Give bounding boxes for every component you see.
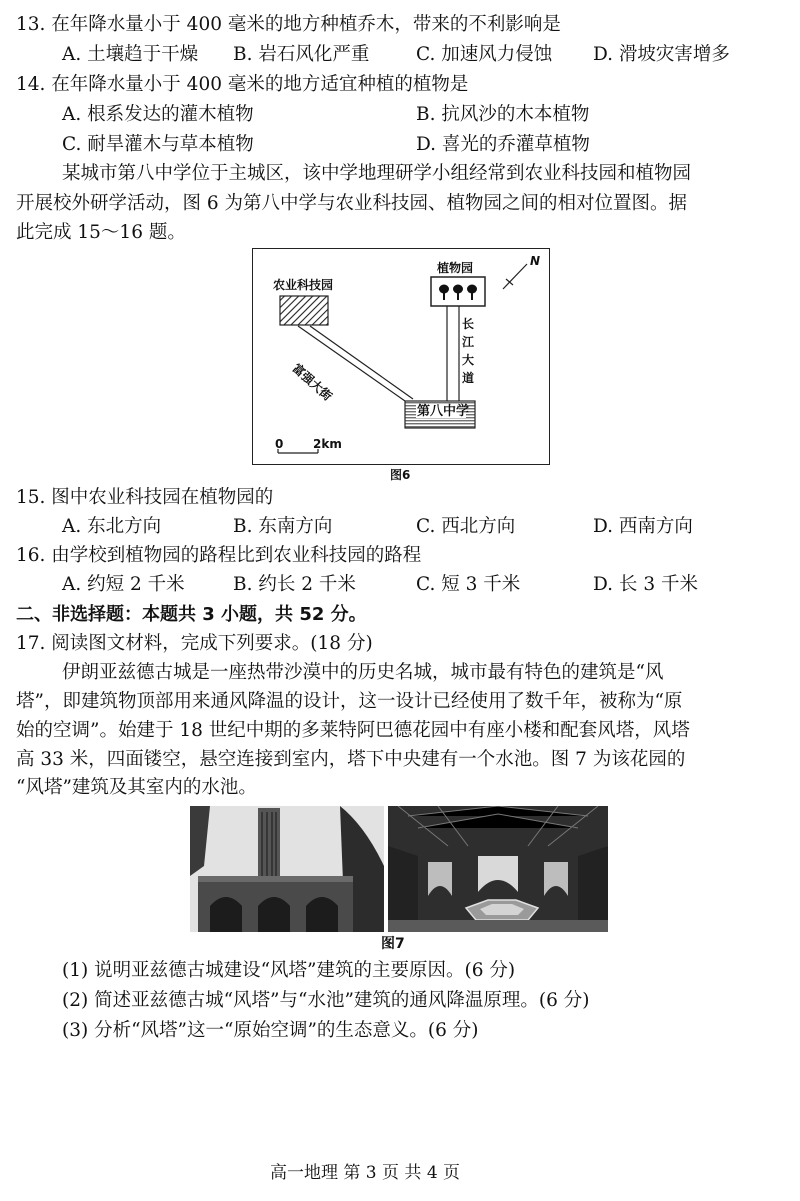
- q14-option-c: C. 耐旱灌木与草本植物: [62, 134, 254, 155]
- q16-option-b: B. 约长 2 千米: [233, 574, 356, 595]
- q13-option-d: D. 滑坡灾害增多: [593, 44, 730, 65]
- agri-park-block: [280, 296, 328, 325]
- q17-material-line-4: 高 33 米，四面镂空，悬空连接到室内，塔下中央建有一个水池。图 7 为该花园的: [16, 749, 686, 770]
- wind-tower-exterior-photo: [190, 806, 384, 932]
- north-arrow-icon: [503, 264, 527, 289]
- q14-option-b: B. 抗风沙的木本植物: [416, 104, 590, 125]
- q15-option-d: D. 西南方向: [593, 516, 693, 537]
- q15-stem: 15. 图中农业科技园在植物园的: [16, 487, 274, 508]
- q17-material-line-3: 始的空调”。始建于 18 世纪中期的多莱特阿巴德花园中有座小楼和配套风塔，风塔: [16, 720, 690, 741]
- figure-6-map: [252, 248, 550, 465]
- q16-option-d: D. 长 3 千米: [593, 574, 698, 595]
- q17-part-1: (1) 说明亚兹德古城建设“风塔”建筑的主要原因。(6 分): [62, 960, 516, 981]
- intro-line-1: 某城市第八中学位于主城区，该中学地理研学小组经常到农业科技园和植物园: [62, 163, 692, 184]
- figure-7-caption: 图7: [381, 936, 405, 952]
- q14-option-d: D. 喜光的乔灌草植物: [416, 134, 590, 155]
- q17-material-line-1: 伊朗亚兹德古城是一座热带沙漠中的历史名城，城市最有特色的建筑是“风: [62, 662, 664, 683]
- q17-material-line-2: 塔”，即建筑物顶部用来通风降温的设计，这一设计已经使用了数千年，被称为“原: [16, 691, 683, 712]
- q15-option-a: A. 东北方向: [62, 516, 162, 537]
- q15-option-b: B. 东南方向: [233, 516, 333, 537]
- q17-part-3: (3) 分析“风塔”这一“原始空调”的生态意义。(6 分): [62, 1020, 479, 1041]
- q15-option-c: C. 西北方向: [416, 516, 516, 537]
- q13-option-a: A. 土壤趋于干燥: [62, 44, 199, 65]
- q16-option-a: A. 约短 2 千米: [62, 574, 185, 595]
- q17-material-line-5: “风塔”建筑及其室内的水池。: [16, 777, 257, 798]
- tree-icon: [439, 285, 477, 301]
- page-footer: 高一地理 第 3 页 共 4 页: [270, 1163, 461, 1183]
- fuqiang-road-label: 富强大街: [289, 361, 335, 404]
- north-label: N: [530, 254, 541, 268]
- q13-option-c: C. 加速风力侵蚀: [416, 44, 553, 65]
- q14-stem: 14. 在年降水量小于 400 毫米的地方适宜种植的植物是: [16, 74, 469, 95]
- q13-stem: 13. 在年降水量小于 400 毫米的地方种植乔木，带来的不利影响是: [16, 14, 561, 35]
- q17-part-2: (2) 简述亚兹德古城“风塔”与“水池”建筑的通风降温原理。(6 分): [62, 990, 590, 1011]
- wind-tower-interior-pool-photo: [388, 806, 608, 932]
- changjiang-char-3: 大: [462, 353, 475, 367]
- wind-tower-interior-drawing: [388, 806, 608, 932]
- q14-option-a: A. 根系发达的灌木植物: [62, 104, 254, 125]
- changjiang-char-2: 江: [462, 335, 475, 349]
- q17-stem: 17. 阅读图文材料，完成下列要求。(18 分): [16, 633, 373, 654]
- figure-6-caption: 图6: [390, 468, 411, 482]
- intro-line-2: 开展校外研学活动，图 6 为第八中学与农业科技园、植物园之间的相对位置图。据: [16, 193, 688, 214]
- agri-park-label: 农业科技园: [273, 278, 334, 292]
- q16-option-c: C. 短 3 千米: [416, 574, 521, 595]
- changjiang-road: [447, 306, 459, 401]
- school-label: 第八中学: [417, 404, 470, 419]
- botanical-garden-label: 植物园: [437, 261, 474, 275]
- scale-bar: [278, 449, 318, 453]
- q13-option-b: B. 岩石风化严重: [233, 44, 370, 65]
- scale-zero: 0: [275, 437, 284, 451]
- q16-stem: 16. 由学校到植物园的路程比到农业科技园的路程: [16, 545, 422, 566]
- section-2-heading: 二、非选择题：本题共 3 小题，共 52 分。: [16, 604, 367, 625]
- scale-distance: 2km: [313, 437, 342, 451]
- wind-tower-exterior-drawing: [190, 806, 384, 932]
- changjiang-char-4: 道: [462, 371, 475, 385]
- intro-line-3: 此完成 15～16 题。: [16, 222, 186, 243]
- changjiang-char-1: 长: [462, 317, 475, 331]
